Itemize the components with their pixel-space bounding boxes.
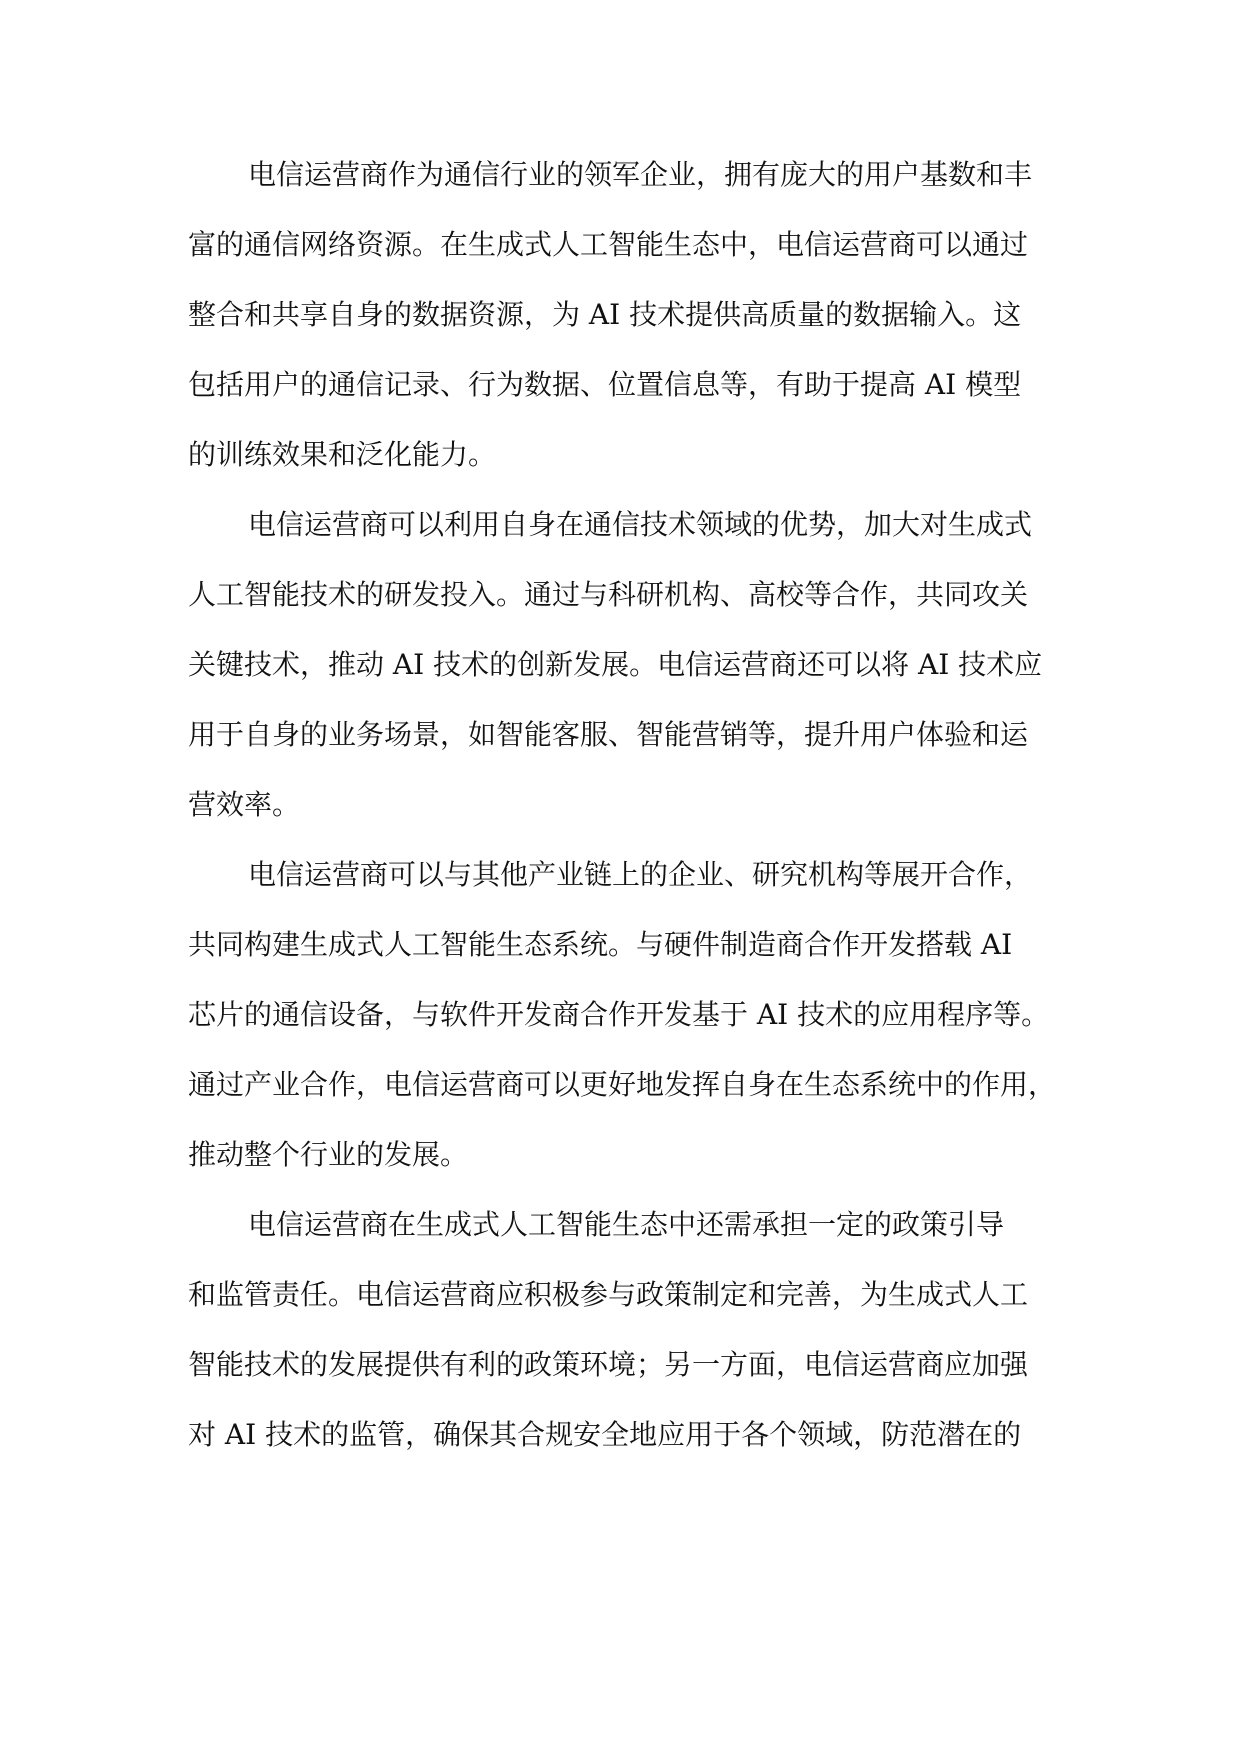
document-body	[188, 140, 1068, 1470]
text-line: 关键技术，推动 AI 技术的创新发展。电信运营商还可以将 AI 技术应	[188, 648, 1043, 681]
paragraph-1	[188, 140, 1068, 490]
text-line: 对 AI 技术的监管，确保其合规安全地应用于各个领域，防范潜在的	[188, 1418, 1022, 1451]
text-line: 电信运营商在生成式人工智能生态中还需承担一定的政策引导	[248, 1208, 1005, 1241]
text-line: 电信运营商可以利用自身在通信技术领域的优势，加大对生成式	[248, 508, 1033, 541]
text-line: 和监管责任。电信运营商应积极参与政策制定和完善，为生成式人工	[188, 1278, 1029, 1311]
paragraph-2	[188, 490, 1068, 840]
text-line: 电信运营商可以与其他产业链上的企业、研究机构等展开合作，	[248, 858, 1033, 891]
text-line: 包括用户的通信记录、行为数据、位置信息等，有助于提高 AI 模型	[188, 368, 1022, 401]
text-line: 推动整个行业的发展。	[188, 1138, 469, 1171]
text-line: 的训练效果和泛化能力。	[188, 438, 497, 471]
text-line: 富的通信网络资源。在生成式人工智能生态中，电信运营商可以通过	[188, 228, 1029, 261]
text-line: 共同构建生成式人工智能生态系统。与硬件制造商合作开发搭载 AI	[188, 928, 1013, 961]
text-line: 营效率。	[188, 788, 301, 821]
text-line: 芯片的通信设备，与软件开发商合作开发基于 AI 技术的应用程序等。	[188, 998, 1050, 1031]
text-line: 人工智能技术的研发投入。通过与科研机构、高校等合作，共同攻关	[188, 578, 1029, 611]
text-line: 智能技术的发展提供有利的政策环境；另一方面，电信运营商应加强	[188, 1348, 1029, 1381]
paragraph-3	[188, 840, 1068, 1190]
text-line: 整合和共享自身的数据资源，为 AI 技术提供高质量的数据输入。这	[188, 298, 1022, 331]
text-line: 电信运营商作为通信行业的领军企业，拥有庞大的用户基数和丰	[248, 158, 1033, 191]
paragraph-4	[188, 1190, 1068, 1470]
text-line: 用于自身的业务场景，如智能客服、智能营销等，提升用户体验和运	[188, 718, 1029, 751]
text-line: 通过产业合作，电信运营商可以更好地发挥自身在生态系统中的作用，	[188, 1068, 1057, 1101]
